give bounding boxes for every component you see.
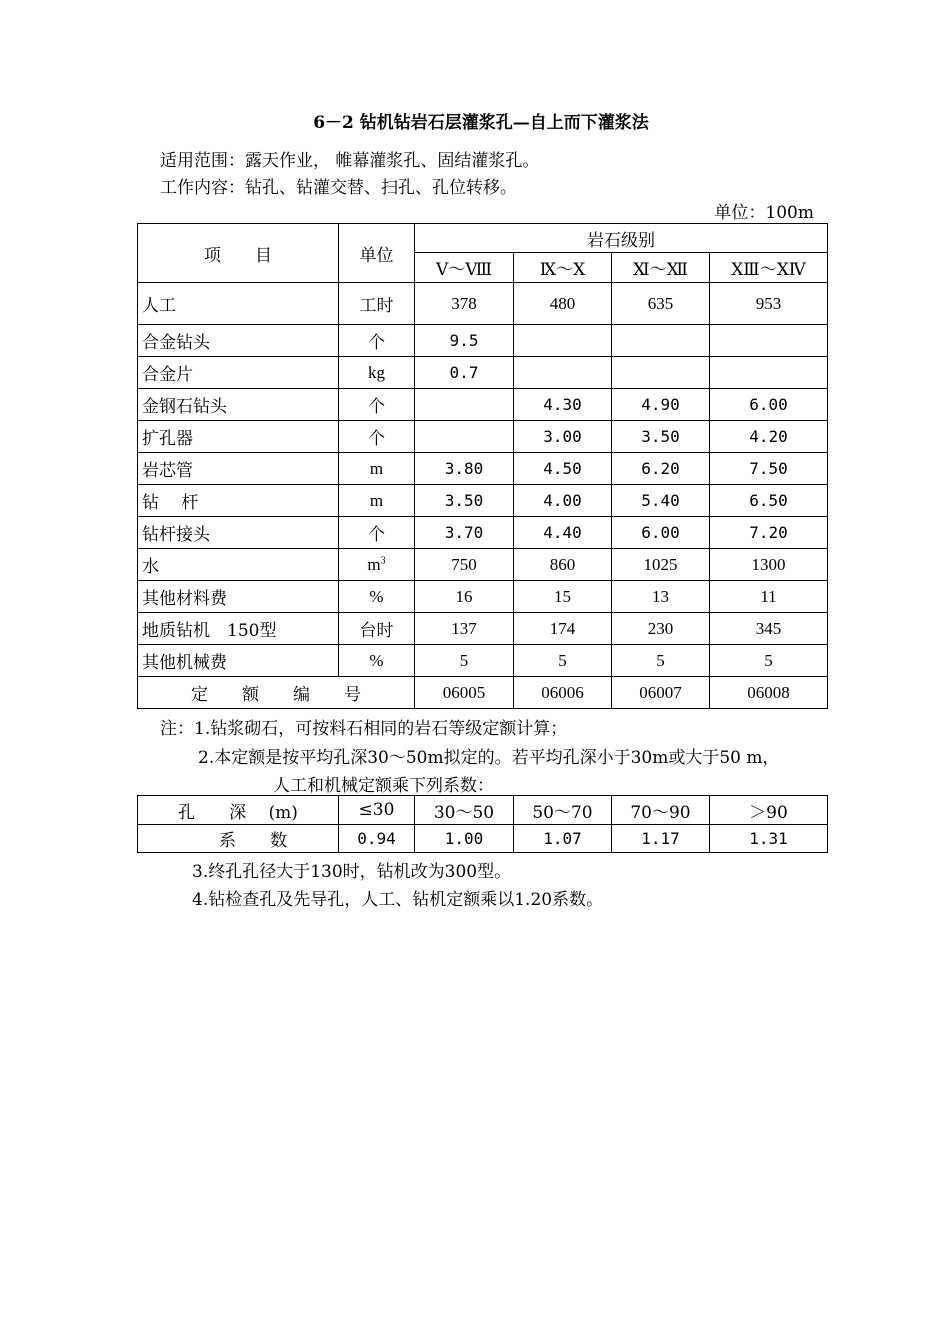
level-header: Ⅴ～Ⅷ — [415, 253, 514, 283]
row-value: 9.5 — [415, 325, 514, 357]
table-row — [138, 389, 828, 421]
row-value: 3.70 — [415, 517, 514, 549]
row-value: 6.00 — [612, 517, 710, 549]
table-row — [138, 421, 828, 453]
depth-label: 孔 深 (m) — [138, 796, 339, 825]
row-value: 4.20 — [710, 421, 828, 453]
quota-code-row — [138, 677, 828, 709]
header-item: 项 目 — [138, 224, 339, 283]
row-value: 13 — [612, 581, 710, 613]
row-name: 钻 杆 — [138, 485, 339, 517]
row-value: 6.50 — [710, 485, 828, 517]
row-value: 137 — [415, 613, 514, 645]
quota-code: 06006 — [514, 677, 612, 709]
table-row — [138, 485, 828, 517]
depth-value: ≤30 — [339, 796, 415, 825]
row-value: 378 — [415, 283, 514, 325]
row-value: 1025 — [612, 549, 710, 581]
row-value — [514, 325, 612, 357]
row-unit: 个 — [339, 325, 415, 357]
row-value — [612, 357, 710, 389]
row-value: 230 — [612, 613, 710, 645]
row-value: 5 — [514, 645, 612, 677]
coefficient-value: 1.17 — [612, 825, 710, 853]
row-value: 5 — [612, 645, 710, 677]
row-value: 6.20 — [612, 453, 710, 485]
row-value — [415, 389, 514, 421]
header-unit: 单位 — [339, 224, 415, 283]
depth-value: 50～70 — [514, 796, 612, 825]
row-value: 16 — [415, 581, 514, 613]
row-value: 5 — [710, 645, 828, 677]
row-value: 4.90 — [612, 389, 710, 421]
row-unit: 个 — [339, 421, 415, 453]
table-row — [138, 325, 828, 357]
row-name: 人工 — [138, 283, 339, 325]
row-unit-superscript: 3 — [380, 554, 386, 566]
note-3: 3.终孔孔径大于130时，钻机改为300型。 — [192, 862, 512, 882]
depth-value: ＞90 — [710, 796, 828, 825]
row-value: 0.7 — [415, 357, 514, 389]
row-unit — [339, 549, 415, 581]
row-value: 953 — [710, 283, 828, 325]
scope-text: 适用范围：露天作业， 帷幕灌浆孔、固结灌浆孔。 — [160, 151, 540, 171]
level-header: ⅩⅢ～ⅩⅣ — [710, 253, 828, 283]
row-value — [710, 357, 828, 389]
row-name: 水 — [138, 549, 339, 581]
work-content-text: 工作内容：钻孔、钻灌交替、扫孔、孔位转移。 — [160, 178, 517, 198]
row-name: 其他机械费 — [138, 645, 339, 677]
row-value: 4.50 — [514, 453, 612, 485]
quota-code: 06007 — [612, 677, 710, 709]
quota-code: 06008 — [710, 677, 828, 709]
level-header: Ⅸ～Ⅹ — [514, 253, 612, 283]
row-value: 3.00 — [514, 421, 612, 453]
table-row — [138, 549, 828, 581]
row-unit: % — [339, 581, 415, 613]
coefficient-table — [137, 795, 828, 853]
note-1: 注：1.钻浆砌石，可按料石相同的岩石等级定额计算； — [160, 719, 568, 739]
row-name: 合金片 — [138, 357, 339, 389]
coefficient-value: 1.07 — [514, 825, 612, 853]
row-value: 5 — [415, 645, 514, 677]
row-value: 7.50 — [710, 453, 828, 485]
quota-table — [137, 223, 828, 709]
row-value: 4.40 — [514, 517, 612, 549]
table-row — [138, 357, 828, 389]
row-unit: 个 — [339, 389, 415, 421]
note-2-continued: 人工和机械定额乘下列系数： — [273, 776, 494, 796]
table-row — [138, 645, 828, 677]
table-row — [138, 283, 828, 325]
table-row — [138, 453, 828, 485]
row-value: 4.30 — [514, 389, 612, 421]
row-value — [514, 357, 612, 389]
coefficient-value: 1.31 — [710, 825, 828, 853]
row-name: 地质钻机 150型 — [138, 613, 339, 645]
coefficient-label: 系 数 — [138, 825, 339, 853]
row-value: 1300 — [710, 549, 828, 581]
row-value: 345 — [710, 613, 828, 645]
note-4: 4.钻检查孔及先导孔，人工、钻机定额乘以1.20系数。 — [192, 890, 604, 910]
row-value: 860 — [514, 549, 612, 581]
row-unit: % — [339, 645, 415, 677]
row-unit-base: m — [367, 554, 381, 574]
depth-value: 30～50 — [415, 796, 514, 825]
row-name: 岩芯管 — [138, 453, 339, 485]
row-value: 3.80 — [415, 453, 514, 485]
row-unit: m — [339, 485, 415, 517]
row-value: 7.20 — [710, 517, 828, 549]
unit-label: 单位：100m — [714, 203, 814, 223]
row-value: 6.00 — [710, 389, 828, 421]
row-unit: kg — [339, 357, 415, 389]
row-name: 扩孔器 — [138, 421, 339, 453]
table-row — [138, 613, 828, 645]
row-value: 3.50 — [415, 485, 514, 517]
row-name: 合金钻头 — [138, 325, 339, 357]
row-unit: 个 — [339, 517, 415, 549]
row-name: 其他材料费 — [138, 581, 339, 613]
row-value: 635 — [612, 283, 710, 325]
row-name: 钻杆接头 — [138, 517, 339, 549]
table-row — [138, 517, 828, 549]
coefficient-value: 0.94 — [339, 825, 415, 853]
row-value: 480 — [514, 283, 612, 325]
note-2: 2.本定额是按平均孔深30～50m拟定的。若平均孔深小于30m或大于50 m， — [198, 748, 780, 768]
row-value: 174 — [514, 613, 612, 645]
row-value — [710, 325, 828, 357]
row-value — [415, 421, 514, 453]
row-value — [612, 325, 710, 357]
quota-code-label: 定 额 编 号 — [138, 677, 415, 709]
row-value: 15 — [514, 581, 612, 613]
row-value: 5.40 — [612, 485, 710, 517]
table-row — [138, 581, 828, 613]
row-value: 750 — [415, 549, 514, 581]
row-value: 3.50 — [612, 421, 710, 453]
level-header: Ⅺ～Ⅻ — [612, 253, 710, 283]
coefficient-row — [138, 825, 828, 853]
row-name: 金钢石钻头 — [138, 389, 339, 421]
depth-value: 70～90 — [612, 796, 710, 825]
depth-row — [138, 796, 828, 825]
document-title: 6－2 钻机钻岩石层灌浆孔—自上而下灌浆法 — [313, 113, 649, 133]
row-unit: m — [339, 453, 415, 485]
row-unit: 台时 — [339, 613, 415, 645]
row-unit: 工时 — [339, 283, 415, 325]
coefficient-value: 1.00 — [415, 825, 514, 853]
row-value: 4.00 — [514, 485, 612, 517]
header-rock-level: 岩石级别 — [415, 224, 828, 253]
quota-code: 06005 — [415, 677, 514, 709]
row-value: 11 — [710, 581, 828, 613]
